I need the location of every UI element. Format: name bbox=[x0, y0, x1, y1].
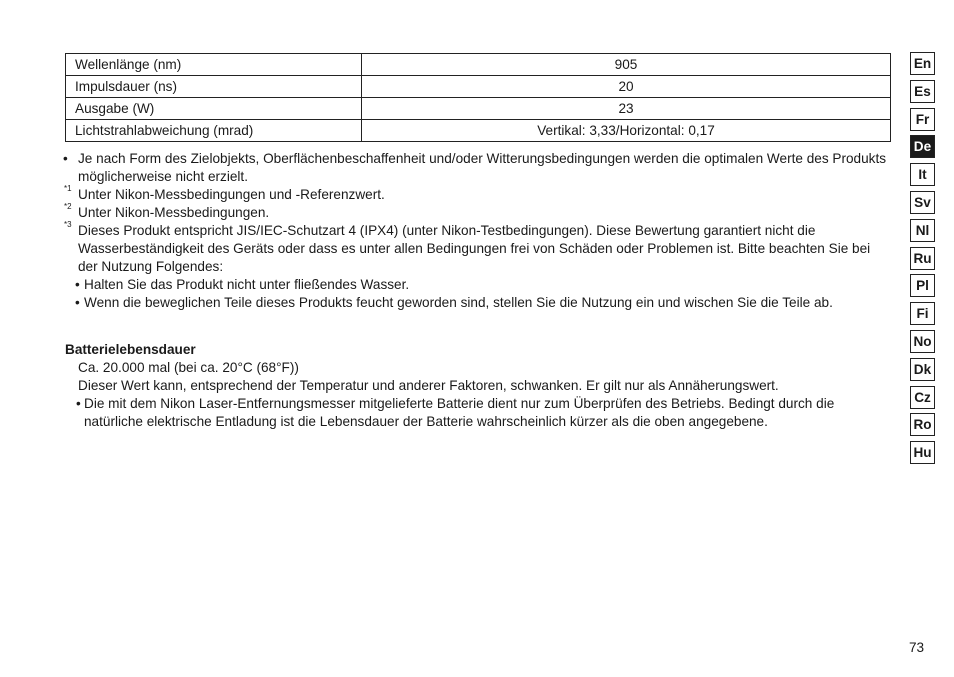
spec-label: Lichtstrahlabweichung (mrad) bbox=[66, 120, 362, 142]
page-number: 73 bbox=[909, 640, 925, 655]
list-item-text: Wenn die beweglichen Teile dieses Produkts feucht geworden sind, stellen Sie die Nutzung ein und wischen Sie die Teile ab. bbox=[84, 295, 833, 310]
general-note bbox=[63, 150, 893, 186]
general-note-text: Je nach Form des Zielobjekts, Oberflächenbeschaffenheit und/oder Witterungsbedingungen werden die optimalen Werte des Produkts möglicherweise nicht erzielt. bbox=[78, 151, 887, 184]
bullet-marker: • bbox=[75, 295, 80, 310]
list-item bbox=[63, 294, 893, 312]
bullet-marker: • bbox=[76, 396, 81, 411]
tab-language-de[interactable]: De bbox=[910, 135, 935, 158]
table-row bbox=[66, 54, 891, 76]
tab-language-fi[interactable]: Fi bbox=[910, 302, 935, 325]
tab-language-dk[interactable]: Dk bbox=[910, 358, 935, 381]
footnote-marker: *2 bbox=[64, 202, 72, 211]
footnote-text: Dieses Produkt entspricht JIS/IEC-Schutzart 4 (IPX4) (unter Nikon-Testbedingungen). Diese Bewertung garantiert nicht die Wasserbeständigkeit des Geräts oder dass es unter allen Bedingungen frei von Schäden oder Problemen ist. Bitte beachten Sie bei der Nutzung Folgendes: bbox=[78, 223, 871, 274]
table-row bbox=[66, 98, 891, 120]
spec-label: Ausgabe (W) bbox=[66, 98, 362, 120]
footnote-marker: *1 bbox=[64, 184, 72, 193]
tab-language-nl[interactable]: Nl bbox=[910, 219, 935, 242]
spec-value: Vertikal: 3,33/Horizontal: 0,17 bbox=[362, 120, 891, 142]
bullet-marker: • bbox=[75, 277, 80, 292]
table-row bbox=[66, 120, 891, 142]
tab-language-es[interactable]: Es bbox=[910, 80, 935, 103]
tab-language-ro[interactable]: Ro bbox=[910, 413, 935, 436]
spec-value: 905 bbox=[362, 54, 891, 76]
footnote-2 bbox=[63, 204, 893, 222]
battery-line-1: Ca. 20.000 mal (bei ca. 20°C (68°F)) bbox=[78, 360, 299, 375]
tab-language-no[interactable]: No bbox=[910, 330, 935, 353]
footnote-3 bbox=[63, 222, 893, 276]
battery-section bbox=[65, 341, 893, 431]
bullet-marker: • bbox=[63, 151, 68, 166]
tab-language-it[interactable]: It bbox=[910, 163, 935, 186]
footnote-text: Unter Nikon-Messbedingungen und -Referenzwert. bbox=[78, 187, 385, 202]
battery-heading: Batterielebensdauer bbox=[65, 342, 196, 357]
spec-value: 20 bbox=[362, 76, 891, 98]
tab-language-cz[interactable]: Cz bbox=[910, 386, 935, 409]
list-item bbox=[65, 395, 893, 431]
spec-label: Wellenlänge (nm) bbox=[66, 54, 362, 76]
notes-section bbox=[63, 150, 893, 312]
tab-language-ru[interactable]: Ru bbox=[910, 247, 935, 270]
language-tabs bbox=[910, 52, 935, 469]
battery-line-2: Dieser Wert kann, entsprechend der Temperatur und anderer Faktoren, schwanken. Er gilt nur als Annäherungswert. bbox=[78, 378, 779, 393]
footnote-marker: *3 bbox=[64, 220, 72, 229]
table-row bbox=[66, 76, 891, 98]
list-item-text: Die mit dem Nikon Laser-Entfernungsmesser mitgelieferte Batterie dient nur zum Überprüfen des Betriebs. Bedingt durch die natürliche elektrische Entladung ist die Lebensdauer der Batterie wahrscheinlich kürzer als die oben angegebene. bbox=[84, 396, 835, 429]
footnote-1 bbox=[63, 186, 893, 204]
tab-language-en[interactable]: En bbox=[910, 52, 935, 75]
list-item-text: Halten Sie das Produkt nicht unter fließendes Wasser. bbox=[84, 277, 410, 292]
footnote-text: Unter Nikon-Messbedingungen. bbox=[78, 205, 270, 220]
tab-language-hu[interactable]: Hu bbox=[910, 441, 935, 464]
tab-language-sv[interactable]: Sv bbox=[910, 191, 935, 214]
list-item bbox=[63, 276, 893, 294]
spec-value: 23 bbox=[362, 98, 891, 120]
tab-language-fr[interactable]: Fr bbox=[910, 108, 935, 131]
tab-language-pl[interactable]: Pl bbox=[910, 274, 935, 297]
specs-table bbox=[65, 53, 891, 142]
spec-label: Impulsdauer (ns) bbox=[66, 76, 362, 98]
